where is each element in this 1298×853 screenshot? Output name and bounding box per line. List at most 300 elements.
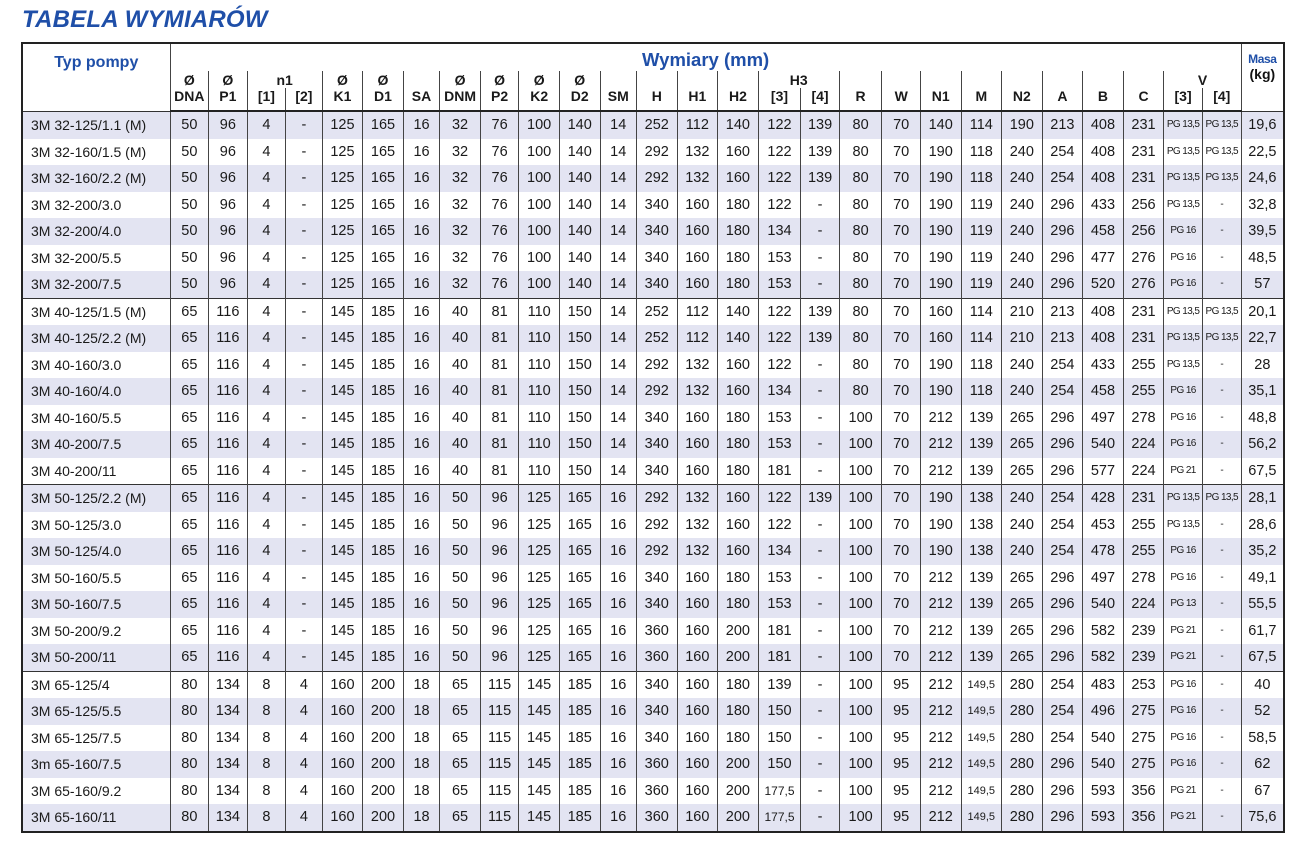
table-cell: 165 [559,644,600,671]
table-cell: 150 [758,725,801,752]
table-cell: 231 [1123,139,1164,166]
table-cell: 8 [247,698,286,725]
table-cell: 177,5 [758,804,801,832]
table-cell: 125 [519,538,560,565]
table-cell: 19,6 [1241,111,1284,139]
table-cell: 265 [1002,405,1043,432]
table-cell: 48,5 [1241,245,1284,272]
table-cell: 160 [677,618,718,645]
table-cell: 118 [961,165,1002,192]
table-cell: 14 [600,111,637,139]
table-cell: 16 [600,804,637,832]
table-cell: 139 [961,565,1002,592]
table-cell: 139 [961,431,1002,458]
table-cell: 70 [882,111,921,139]
hdr-dia-2: Ø [209,71,248,88]
table-cell: 14 [600,139,637,166]
table-cell: 18 [403,778,440,805]
table-cell: 16 [600,485,637,512]
table-cell: 76 [480,165,519,192]
table-cell: 280 [1002,671,1043,698]
table-cell: PG 21 [1164,618,1203,645]
pump-type-cell: 3M 32-200/5.5 [22,245,170,272]
table-cell: 118 [961,378,1002,405]
table-cell: 96 [480,538,519,565]
masa-unit-label: (kg) [1249,66,1276,82]
table-cell: - [1202,271,1241,298]
table-cell: 116 [209,352,248,379]
table-cell: 18 [403,671,440,698]
table-cell: 231 [1123,165,1164,192]
table-cell: 70 [882,218,921,245]
table-cell: 32 [440,139,481,166]
table-cell: 50 [170,165,209,192]
table-cell: - [1202,804,1241,832]
table-cell: 165 [559,485,600,512]
hdr-blank-r [839,71,882,88]
table-cell: 32 [440,245,481,272]
table-cell: 540 [1083,431,1124,458]
table-cell: 50 [170,271,209,298]
table-cell: 4 [286,804,323,832]
hdr-blank-w [882,71,921,88]
table-cell: 200 [363,804,404,832]
table-cell: 18 [403,751,440,778]
table-cell: 134 [758,218,801,245]
table-cell: 138 [961,538,1002,565]
table-cell: 275 [1123,725,1164,752]
table-cell: 114 [961,298,1002,325]
pump-type-cell: 3M 65-125/4 [22,671,170,698]
table-cell: - [1202,245,1241,272]
table-cell: 50 [440,591,481,618]
table-cell: 160 [677,405,718,432]
table-cell: 149,5 [961,778,1002,805]
table-cell: - [286,165,323,192]
table-cell: 70 [882,431,921,458]
table-row [22,538,1284,565]
col-header: DNA [170,88,209,111]
table-cell: 50 [440,512,481,539]
table-cell: - [801,618,840,645]
table-cell: 240 [1002,271,1043,298]
col-header: H1 [677,88,718,111]
table-cell: 122 [758,111,801,139]
table-cell: 132 [677,512,718,539]
table-cell: 140 [559,111,600,139]
pump-type-cell: 3M 50-160/7.5 [22,591,170,618]
table-cell: 125 [322,192,363,219]
table-cell: 65 [440,751,481,778]
table-cell: 70 [882,538,921,565]
col-header: D1 [363,88,404,111]
pump-type-cell: 3M 50-125/4.0 [22,538,170,565]
table-cell: 212 [920,618,961,645]
table-cell: 65 [170,512,209,539]
table-cell: - [286,218,323,245]
table-cell: 70 [882,271,921,298]
table-cell: 81 [480,405,519,432]
table-cell: PG 16 [1164,751,1203,778]
table-cell: 210 [1002,298,1043,325]
table-row [22,618,1284,645]
table-cell: 4 [247,111,286,139]
table-cell: 65 [170,431,209,458]
table-cell: 100 [839,591,882,618]
table-cell: 138 [961,512,1002,539]
table-cell: - [286,111,323,139]
table-cell: 212 [920,778,961,805]
table-cell: 132 [677,165,718,192]
table-cell: 180 [718,591,759,618]
table-cell: 255 [1123,538,1164,565]
table-cell: 4 [247,644,286,671]
col-header: P1 [209,88,248,111]
pump-type-cell: 3M 32-200/4.0 [22,218,170,245]
table-cell: 145 [322,378,363,405]
table-cell: 70 [882,618,921,645]
table-cell: 70 [882,245,921,272]
table-row [22,218,1284,245]
table-cell: 160 [920,298,961,325]
table-cell: 16 [600,591,637,618]
table-cell: 110 [519,325,560,352]
table-cell: 32 [440,271,481,298]
table-cell: 254 [1042,698,1083,725]
table-cell: 116 [209,565,248,592]
table-cell: 4 [247,298,286,325]
table-cell: 16 [600,751,637,778]
table-cell: 134 [758,538,801,565]
table-cell: 125 [322,139,363,166]
table-cell: 4 [247,538,286,565]
table-cell: 200 [363,698,404,725]
pump-type-cell: 3M 50-125/3.0 [22,512,170,539]
table-cell: 132 [677,485,718,512]
table-cell: 160 [322,698,363,725]
table-cell: 96 [480,512,519,539]
table-cell: 160 [718,485,759,512]
table-cell: 180 [718,245,759,272]
table-cell: 200 [363,751,404,778]
table-cell: - [1202,431,1241,458]
table-cell: 4 [247,512,286,539]
table-cell: 18 [403,698,440,725]
table-cell: 190 [920,485,961,512]
table-cell: PG 16 [1164,245,1203,272]
table-cell: 70 [882,512,921,539]
table-cell: 149,5 [961,671,1002,698]
table-cell: 16 [403,378,440,405]
table-cell: 185 [363,431,404,458]
table-cell: 14 [600,405,637,432]
table-cell: 140 [559,245,600,272]
table-cell: 8 [247,751,286,778]
table-cell: 16 [403,485,440,512]
table-cell: 14 [600,378,637,405]
table-cell: 200 [363,778,404,805]
table-cell: 112 [677,298,718,325]
table-cell: 49,1 [1241,565,1284,592]
table-cell: 40 [440,458,481,485]
table-cell: 32 [440,165,481,192]
table-cell: 185 [363,512,404,539]
table-row [22,111,1284,139]
dimensions-table [21,42,1285,833]
table-row [22,245,1284,272]
table-cell: 296 [1042,591,1083,618]
table-cell: 200 [718,751,759,778]
table-cell: 28 [1241,352,1284,379]
table-cell: 280 [1002,804,1043,832]
pump-type-cell: 3M 40-200/11 [22,458,170,485]
table-cell: 4 [247,352,286,379]
table-cell: 96 [480,485,519,512]
table-cell: 160 [677,245,718,272]
table-cell: 4 [247,565,286,592]
table-cell: 165 [559,565,600,592]
table-cell: 190 [920,378,961,405]
table-cell: 100 [519,245,560,272]
table-cell: 16 [600,725,637,752]
table-cell: 81 [480,325,519,352]
table-cell: 95 [882,804,921,832]
header-masa [1241,43,1284,111]
table-cell: 296 [1042,431,1083,458]
table-cell: 125 [519,591,560,618]
col-header: [3] [758,88,801,111]
table-cell: 100 [839,778,882,805]
table-cell: 16 [600,538,637,565]
table-cell: 296 [1042,644,1083,671]
table-cell: 340 [637,218,678,245]
table-cell: PG 16 [1164,378,1203,405]
table-cell: PG 16 [1164,271,1203,298]
hdr-blank-m [961,71,1002,88]
table-cell: 4 [247,325,286,352]
table-cell: 125 [322,218,363,245]
pump-type-cell: 3M 32-200/3.0 [22,192,170,219]
table-cell: 190 [920,512,961,539]
table-cell: 4 [286,725,323,752]
table-cell: 70 [882,325,921,352]
table-cell: 28,6 [1241,512,1284,539]
table-cell: 160 [677,644,718,671]
table-cell: 40 [440,298,481,325]
table-cell: 292 [637,512,678,539]
table-cell: 296 [1042,751,1083,778]
table-cell: 160 [677,431,718,458]
table-cell: 296 [1042,405,1083,432]
hdr-dia-8: Ø [559,71,600,88]
table-row [22,431,1284,458]
table-cell: 65 [440,698,481,725]
table-cell: 16 [403,139,440,166]
table-cell: PG 21 [1164,778,1203,805]
table-cell: 296 [1042,778,1083,805]
table-cell: 39,5 [1241,218,1284,245]
table-cell: 210 [1002,325,1043,352]
table-cell: 149,5 [961,804,1002,832]
table-cell: 212 [920,458,961,485]
table-cell: 140 [559,218,600,245]
table-cell: 139 [961,405,1002,432]
table-cell: - [801,698,840,725]
table-cell: 433 [1083,192,1124,219]
table-cell: 50 [170,111,209,139]
col-header: A [1042,88,1083,111]
table-cell: 16 [403,245,440,272]
table-row [22,378,1284,405]
col-header: D2 [559,88,600,111]
table-cell: 140 [718,298,759,325]
table-cell: 95 [882,778,921,805]
table-cell: 145 [322,591,363,618]
table-cell: 16 [403,512,440,539]
table-cell: - [286,352,323,379]
table-cell: 190 [920,245,961,272]
table-cell: PG 16 [1164,431,1203,458]
table-cell: 125 [519,485,560,512]
table-cell: 190 [1002,111,1043,139]
table-cell: 145 [322,352,363,379]
table-cell: 110 [519,431,560,458]
table-cell: 153 [758,245,801,272]
pump-type-cell: 3M 32-200/7.5 [22,271,170,298]
table-cell: 4 [247,165,286,192]
table-cell: 116 [209,538,248,565]
table-cell: PG 16 [1164,698,1203,725]
hdr-dia-4: Ø [363,71,404,88]
table-cell: PG 21 [1164,804,1203,832]
table-cell: 16 [600,618,637,645]
table-cell: 62 [1241,751,1284,778]
table-cell: 296 [1042,458,1083,485]
table-cell: 50 [170,192,209,219]
table-cell: 200 [718,778,759,805]
table-cell: 254 [1042,671,1083,698]
table-cell: 296 [1042,245,1083,272]
table-cell: 100 [839,751,882,778]
table-cell: 116 [209,512,248,539]
table-cell: 212 [920,431,961,458]
header-row-2 [22,71,1284,88]
table-cell: 95 [882,751,921,778]
table-cell: 14 [600,271,637,298]
table-cell: - [801,751,840,778]
table-cell: - [1202,671,1241,698]
wymiary-label: Wymiary (mm) [642,49,770,70]
table-cell: 100 [519,111,560,139]
col-header: N1 [920,88,961,111]
table-cell: 185 [559,778,600,805]
table-cell: 150 [559,458,600,485]
header-row-3 [22,88,1284,111]
table-cell: 65 [170,405,209,432]
table-cell: PG 16 [1164,405,1203,432]
table-cell: 180 [718,725,759,752]
table-cell: 70 [882,644,921,671]
table-cell: - [801,431,840,458]
table-cell: 95 [882,725,921,752]
table-cell: 125 [519,565,560,592]
table-cell: 540 [1083,725,1124,752]
table-cell: 14 [600,192,637,219]
table-cell: 256 [1123,218,1164,245]
table-cell: 200 [718,644,759,671]
table-cell: - [801,378,840,405]
table-cell: 100 [839,804,882,832]
table-cell: 118 [961,139,1002,166]
table-cell: 100 [839,644,882,671]
pump-type-cell: 3M 40-200/7.5 [22,431,170,458]
table-cell: - [286,245,323,272]
table-cell: 150 [559,378,600,405]
table-cell: - [801,725,840,752]
table-cell: - [1202,565,1241,592]
table-row [22,644,1284,671]
table-cell: 256 [1123,192,1164,219]
table-cell: 200 [363,725,404,752]
pump-type-cell: 3M 65-160/9.2 [22,778,170,805]
table-cell: 80 [170,725,209,752]
hdr-blank-h [637,71,678,88]
col-header: [4] [801,88,840,111]
table-cell: 200 [718,804,759,832]
table-cell: 14 [600,165,637,192]
table-cell: 145 [519,778,560,805]
page-title: TABELA WYMIARÓW [22,6,268,33]
table-cell: 112 [677,325,718,352]
pump-type-cell: 3M 40-160/5.5 [22,405,170,432]
table-cell: 180 [718,405,759,432]
table-cell: 276 [1123,245,1164,272]
table-cell: 50 [170,139,209,166]
table-cell: 125 [519,618,560,645]
table-cell: PG 21 [1164,644,1203,671]
table-cell: 76 [480,139,519,166]
table-cell: 100 [839,698,882,725]
table-cell: 119 [961,245,1002,272]
table-cell: 67,5 [1241,644,1284,671]
table-cell: 16 [403,618,440,645]
table-cell: 116 [209,618,248,645]
table-cell: 134 [209,804,248,832]
table-cell: 122 [758,512,801,539]
table-cell: 593 [1083,778,1124,805]
table-cell: 65 [170,485,209,512]
table-cell: 4 [247,218,286,245]
table-cell: 116 [209,431,248,458]
table-cell: 100 [839,512,882,539]
table-cell: 240 [1002,378,1043,405]
table-cell: 582 [1083,644,1124,671]
table-cell: 70 [882,139,921,166]
table-cell: 4 [286,751,323,778]
table-cell: 145 [322,618,363,645]
table-cell: 58,5 [1241,725,1284,752]
table-cell: 213 [1042,298,1083,325]
table-cell: 212 [920,804,961,832]
table-cell: 65 [170,458,209,485]
table-cell: 185 [559,751,600,778]
table-cell: 145 [519,751,560,778]
table-cell: 160 [718,378,759,405]
table-cell: 153 [758,271,801,298]
table-cell: 65 [170,565,209,592]
table-cell: 165 [363,139,404,166]
table-cell: 4 [247,378,286,405]
